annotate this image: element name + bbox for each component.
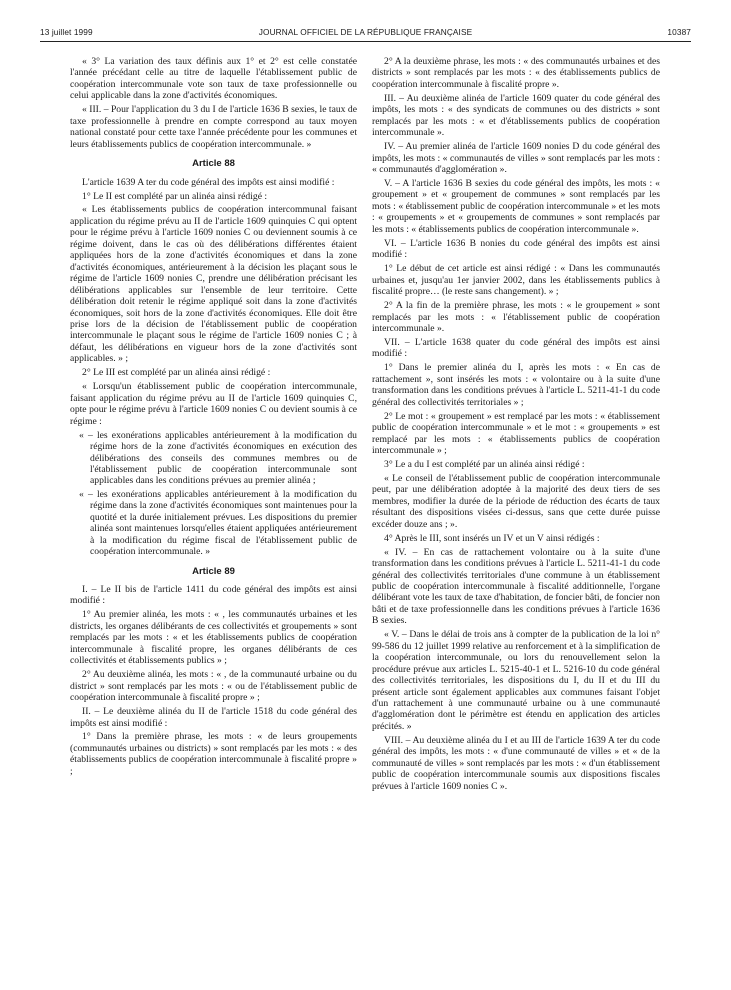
paragraph: 2° A la fin de la première phrase, les mots : « le groupement » sont remplacés par les mots : « l'établissement public de coopération intercommunale ».: [372, 300, 660, 334]
left-column: [70, 56, 357, 780]
page-header: [40, 27, 691, 42]
paragraph: 2° Le III est complété par un alinéa ainsi rédigé :: [82, 367, 271, 379]
header-date: 13 juillet 1999: [40, 27, 93, 37]
paragraph: III. – Au deuxième alinéa de l'article 1609 quater du code général des impôts, les mots : « des syndicats de communes ou des districts » sont remplacés par les mots : « et d'établissements publics de coopération intercommunale ».: [372, 92, 660, 139]
paragraph: 2° Le mot : « groupement » est remplacé par les mots : « établissement public de coopération intercommunale » et le mot : « groupements » est remplacé par les mots : « établissements publics de coopération intercommunale » ;: [372, 410, 660, 456]
paragraph: VI. – L'article 1636 B nonies du code général des impôts est ainsi modifié :: [372, 237, 660, 261]
paragraph: V. – A l'article 1636 B sexies du code général des impôts, les mots : « groupement » et « groupement de communes » sont remplacés par les mots : « établissement public de coopération intercommunale » et les mots : « groupements » et « groupements de communes » sont remplacés par les mots : « établissements publics de coopération intercommunale ».: [372, 178, 660, 235]
paragraph: VII. – L'article 1638 quater du code général des impôts est ainsi modifié :: [372, 336, 660, 360]
list-item: « – les exonérations applicables antérieurement à la modification du régime hors de la zone d'activités économiques en exécution des délibérations des conseils des communes membres ou de l'établissement public de coopération intercommunale sont applicables dans les conditions prévues au premier alinéa ;: [79, 429, 357, 487]
paragraph: 1° Le II est complété par un alinéa ainsi rédigé :: [82, 190, 268, 202]
paragraph: « III. – Pour l'application du 3 du I de l'article 1636 B sexies, le taux de taxe professionnelle à prendre en compte correspond au taux moyen national constaté pour cette taxe l'année précédente pour les communes et leurs établissements publics de coopération intercommunale. »: [70, 104, 357, 150]
paragraph: « Le conseil de l'établissement public de coopération intercommunale peut, par une délibération adoptée à la majorité des deux tiers de ses membres, modifier la durée de la période de réduction des écarts de taux résultant des dispositions visées ci-dessus, sans que cette durée puisse excéder douze ans ; ».: [372, 472, 660, 530]
paragraph: 3° Le a du I est complété par un alinéa ainsi rédigé :: [384, 458, 585, 470]
paragraph: « Les établissements publics de coopération intercommunal faisant application du régime prévu au II de l'article 1609 quinquies C qui optent pour le régime prévu à l'article 1609 nonies C ou deviennent soumis à ce régime doivent, dans le cas où des délibérations différentes étaient appliquées hors de la zone d'activités économiques et dans la zone d'activités économiques, antérieurement à la décision les plaçant sous le régime de l'article 1609 nonies C, prendre une délibération précisant les délibérations applicables sur l'ensemble de leur territoire. Cette délibération doit retenir le régime appliqué soit dans la zone d'activités économiques, soit hors de la zone d'activités économiques. Elle doit être prise lors de la décision de l'établissement public de coopération intercommunale le plaçant sous le régime de l'article 1609 nonies C ; à défaut, les délibérations en vigueur hors de la zone d'activités sont applicables. » ;: [70, 204, 357, 365]
paragraph: L'article 1639 A ter du code général des impôts est ainsi modifié :: [82, 176, 335, 188]
paragraph: VIII. – Au deuxième alinéa du I et au III de l'article 1639 A ter du code général des impôts, les mots : « d'une communauté de villes » et « de la communauté de villes » sont remplacés par les mots : « d'un établissement public de coopération intercommunale soumis aux dispositions fiscales prévues à l'article 1609 nonies C ».: [372, 734, 660, 792]
list-item: « – les exonérations applicables antérieurement à la modification du régime dans la zone d'activités économiques sont maintenues pour la quotité et la durée initialement prévues. Les dispositions du premier alinéa sont maintenues lorsqu'elles étaient appliquées antérieurement à la modification du régime fiscal de l'établissement public de coopération intercommunale. »: [79, 488, 357, 558]
paragraph: 1° Dans le premier alinéa du I, après les mots : « En cas de rattachement », sont insérés les mots : « volontaire ou à la suite d'une transformation dans les conditions prévues à l'article L. 5211-41-1 du code général des collectivités territoriales » ;: [372, 362, 660, 408]
paragraph: 2° A la deuxième phrase, les mots : « des communautés urbaines et des districts » sont remplacés par les mots : « des établissements publics de coopération intercommunale à fiscalité propre ».: [372, 56, 660, 90]
paragraph: 1° Dans la première phrase, les mots : « de leurs groupements (communautés urbaines ou districts) » sont remplacés par les mots : « des établissements publics de coopération intercommunale à fiscalité propre » ;: [70, 731, 357, 777]
paragraph: « IV. – En cas de rattachement volontaire ou à la suite d'une transformation dans les conditions prévues à l'article L. 5211-41-1 du code général des collectivités territoriales d'une commune à un établissement public de coopération intercommunale à fiscalité additionnelle, l'organe délibérant vote les taux de taxe d'habitation, de foncier bâti, de foncier non bâti et de taxe professionnelle dans les conditions prévues à l'article 1636 B sexies.: [372, 546, 660, 627]
article-heading: Article 88: [192, 158, 235, 170]
header-page-number: 10387: [667, 27, 691, 37]
paragraph: 2° Au deuxième alinéa, les mots : « , de la communauté urbaine ou du district » sont remplacés par les mots : « ou de l'établissement public de coopération intercommunale à fiscalité propre » ;: [70, 669, 357, 704]
paragraph: I. – Le II bis de l'article 1411 du code général des impôts est ainsi modifié :: [70, 584, 357, 607]
header-journal-title: JOURNAL OFFICIEL DE LA RÉPUBLIQUE FRANÇAISE: [258, 27, 473, 37]
paragraph: 1° Au premier alinéa, les mots : « , les communautés urbaines et les districts, les organes délibérants de ces collectivités et groupements » sont remplacés par les mots : « et les établissements publics de coopération intercommunale à fiscalité propre, les organes délibérants de ces collectivités et établissements publics » ;: [70, 609, 357, 667]
right-column: [372, 56, 660, 795]
paragraph: 1° Le début de cet article est ainsi rédigé : « Dans les communautés urbaines et, jusqu'au 1er janvier 2002, dans les établissements publics à fiscalité propre… (le reste sans changement). » ;: [372, 263, 660, 298]
paragraph: « Lorsqu'un établissement public de coopération intercommunale, faisant application du régime prévu au II de l'article 1609 quinquies C, opte pour le régime prévu à l'article 1609 nonies C ou devient soumis à ce régime :: [70, 381, 357, 427]
paragraph: 4° Après le III, sont insérés un IV et un V ainsi rédigés :: [384, 532, 600, 544]
paragraph: « 3° La variation des taux définis aux 1° et 2° est celle constatée l'année précédant celle au titre de laquelle l'établissement public de coopération intercommunale vote son taux de taxe professionnelle ou celui applicable dans la zone d'activités économiques.: [70, 56, 357, 102]
article-heading: Article 89: [192, 565, 235, 577]
paragraph: IV. – Au premier alinéa de l'article 1609 nonies D du code général des impôts, les mots : « communautés de villes » sont remplacés par les mots : « communautés d'agglomération ».: [372, 141, 660, 176]
paragraph: « V. – Dans le délai de trois ans à compter de la publication de la loi n° 99-586 du 12 juillet 1999 relative au renforcement et à la simplification de la coopération intercommunale, ou lors du renouvellement selon la procédure prévue aux articles L. 5215-40-1 et L. 5216-10 du code général des collectivités territoriales, les dispositions du I, du II et du III du présent article sont également applicables aux communes faisant l'objet d'un rattachement à une communauté urbaine ou à une communauté d'agglomération dont le périmètre est étendu en application des articles précités. »: [372, 629, 660, 732]
paragraph: II. – Le deuxième alinéa du II de l'article 1518 du code général des impôts est ainsi modifié :: [70, 706, 357, 729]
